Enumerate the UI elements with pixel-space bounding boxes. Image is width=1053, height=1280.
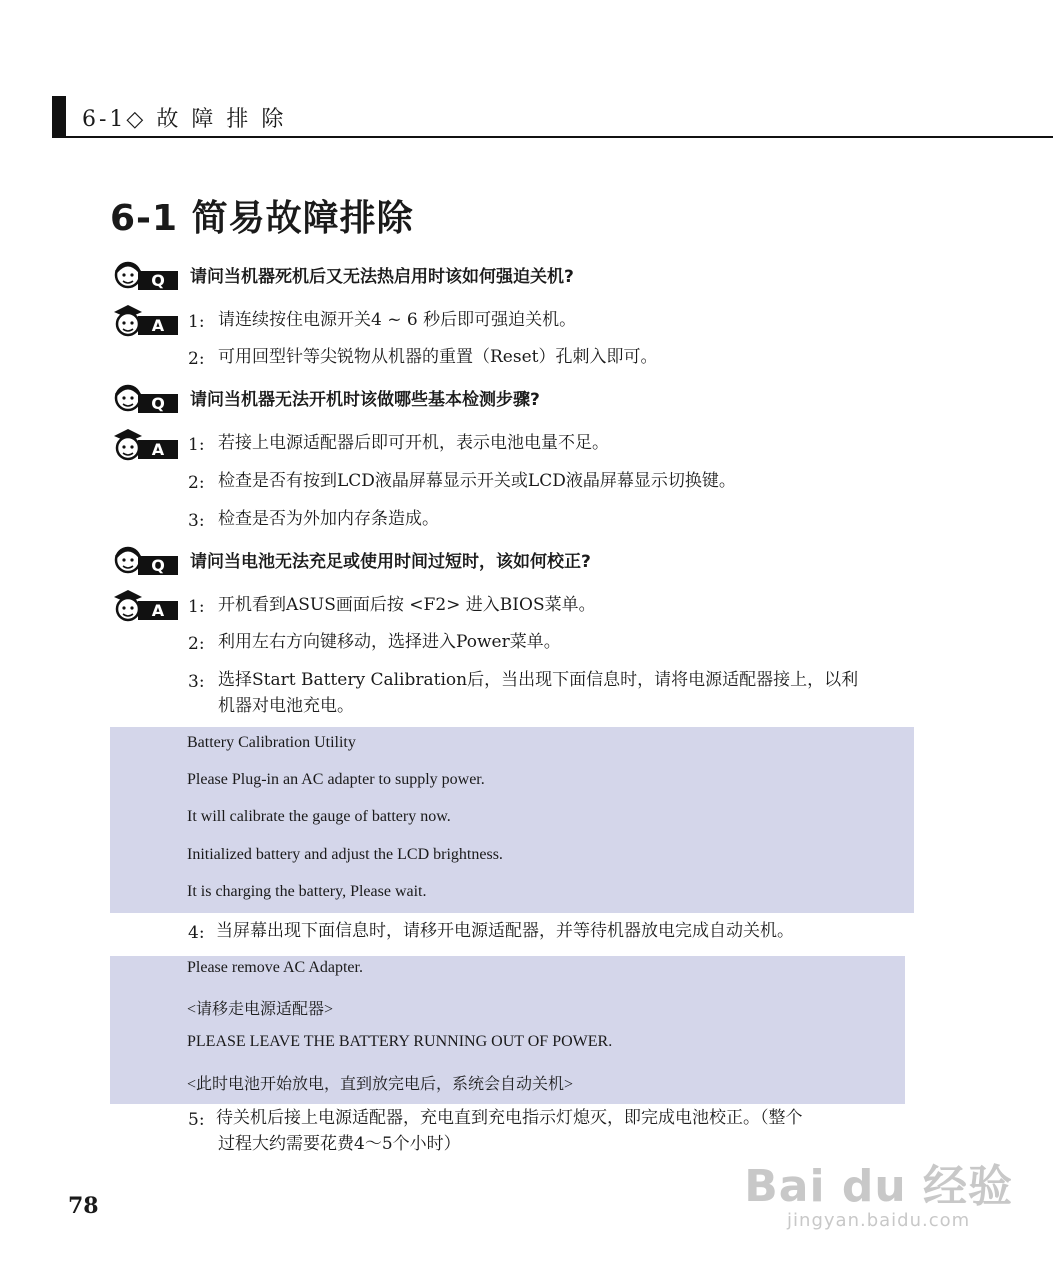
q-label: Q [151, 394, 165, 413]
answer-text: 可用回型针等尖锐物从机器的重置（Reset）孔刺入即可。 [218, 347, 658, 367]
step-text: 当屏幕出现下面信息时，请移开电源适配器，并等待机器放电完成自动关机。 [216, 921, 794, 941]
answer-text: 利用左右方向键移动，选择进入Power菜单。 [218, 632, 561, 652]
answer-num: 1: [188, 597, 205, 617]
question-icon [110, 258, 182, 294]
a-label: A [151, 316, 165, 335]
question-1: 请问当机器死机后又无法热启用时该如何强迫关机? [190, 267, 574, 287]
question-icon [110, 543, 182, 579]
page-number: 78 [68, 1193, 99, 1219]
step-text-cont: 过程大约需要花费4～5个小时） [218, 1134, 461, 1154]
box-line: PLEASE LEAVE THE BATTERY RUNNING OUT OF POWER. [187, 1033, 613, 1050]
page-title: 6-1 简易故障排除 [110, 198, 414, 239]
watermark-logo: Bai du 经验 [744, 1161, 1013, 1212]
answer-icon [110, 427, 182, 463]
answer-num: 2: [188, 473, 205, 493]
box-line: <请移走电源适配器> [187, 1001, 334, 1018]
box-line: Please Plug-in an AC adapter to supply power. [187, 771, 485, 788]
answer-text-cont: 机器对电池充电。 [218, 696, 354, 716]
watermark-url: jingyan.baidu.com [787, 1210, 971, 1231]
question-icon [110, 381, 182, 417]
answer-text: 若接上电源适配器后即可开机，表示电池电量不足。 [218, 433, 609, 453]
box-line: <此时电池开始放电，直到放完电后，系统会自动关机> [187, 1076, 574, 1093]
box-line: It will calibrate the gauge of battery now. [187, 808, 451, 825]
question-2: 请问当机器无法开机时该做哪些基本检测步骤? [190, 390, 540, 410]
q-label: Q [151, 556, 165, 575]
step-num: 5: [188, 1110, 205, 1130]
answer-icon [110, 588, 182, 624]
header-bar [52, 96, 66, 138]
answer-num: 3: [188, 511, 205, 531]
box-line: Initialized battery and adjust the LCD brightness. [187, 846, 503, 863]
answer-num: 2: [188, 349, 205, 369]
q-label: Q [151, 271, 165, 290]
answer-text: 检查是否为外加内存条造成。 [218, 509, 439, 529]
answer-num: 3: [188, 672, 205, 692]
answer-num: 2: [188, 634, 205, 654]
a-label: A [151, 440, 165, 459]
question-3: 请问当电池无法充足或使用时间过短时，该如何校正? [190, 552, 591, 572]
answer-text: 检查是否有按到LCD液晶屏幕显示开关或LCD液晶屏幕显示切换键。 [218, 471, 736, 491]
step-num: 4: [188, 923, 205, 943]
answer-num: 1: [188, 312, 205, 332]
answer-text: 开机看到ASUS画面后按 <F2> 进入BIOS菜单。 [218, 595, 596, 615]
section-header: 6-1◇ 故 障 排 除 [82, 107, 287, 132]
a-label: A [151, 601, 165, 620]
answer-text: 请连续按住电源开关4 ~ 6 秒后即可强迫关机。 [218, 310, 577, 330]
answer-text: 选择Start Battery Calibration后，当出现下面信息时，请将电源适配器接上，以利 [218, 670, 859, 690]
answer-icon [110, 303, 182, 339]
step-text: 待关机后接上电源适配器，充电直到充电指示灯熄灭，即完成电池校正。（整个 [216, 1108, 803, 1128]
header-rule [52, 136, 1053, 138]
box-line: Please remove AC Adapter. [187, 959, 363, 976]
answer-num: 1: [188, 435, 205, 455]
box-line: It is charging the battery, Please wait. [187, 883, 427, 900]
watermark [744, 1150, 1013, 1231]
box-line: Battery Calibration Utility [187, 734, 356, 751]
